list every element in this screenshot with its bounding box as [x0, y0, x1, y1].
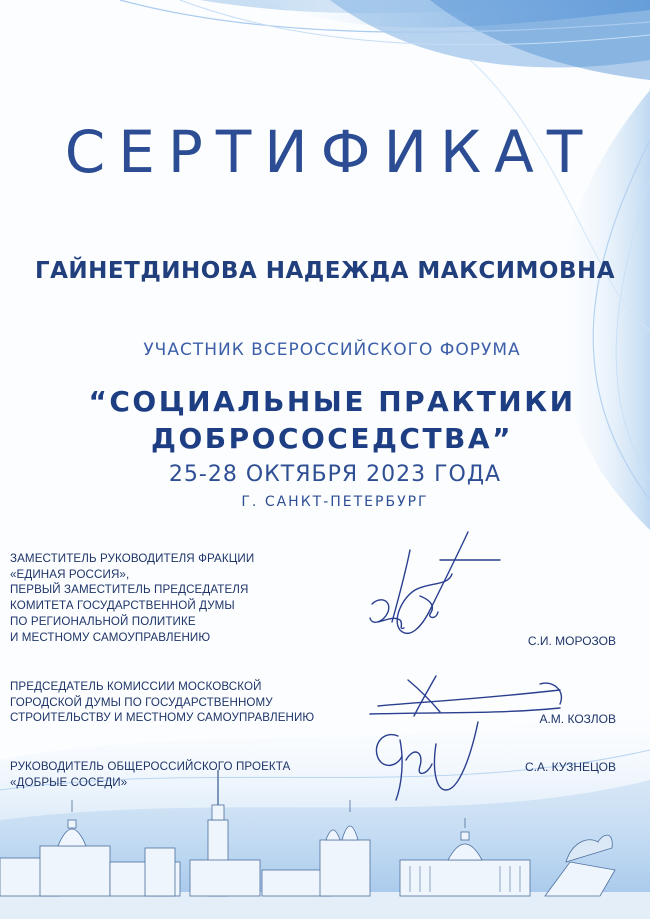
signature-morozov — [370, 532, 500, 633]
event-dates: 25-28 ОКТЯБРЯ 2023 ГОДА — [168, 462, 502, 487]
signatory-3-line: «ДОБРЫЕ СОСЕДИ» — [10, 775, 128, 789]
event-city: Г. САНКТ-ПЕТЕРБУРГ — [241, 494, 429, 510]
signatory-1-line: ПО РЕГИОНАЛЬНОЙ ПОЛИТИКЕ — [10, 614, 196, 628]
signatory-2-line: СТРОИТЕЛЬСТВУ И МЕСТНОМУ САМОУПРАВЛЕНИЮ — [10, 711, 315, 725]
recipient-name: ГАЙНЕТДИНОВА НАДЕЖДА МАКСИМОВНА — [34, 258, 616, 284]
signatory-2-line: ПРЕДСЕДАТЕЛЬ КОМИССИИ МОСКОВСКОЙ — [10, 680, 262, 693]
participant-role: УЧАСТНИК ВСЕРОССИЙСКОГО ФОРУМА — [143, 340, 521, 360]
signatory-1-line: ЗАМЕСТИТЕЛЬ РУКОВОДИТЕЛЯ ФРАКЦИИ — [10, 552, 255, 565]
signatory-1-line: КОМИТЕТА ГОСУДАРСТВЕННОЙ ДУМЫ — [10, 599, 235, 613]
signatory-1-line: И МЕСТНОМУ САМОУПРАВЛЕНИЮ — [10, 630, 211, 644]
signature-kozlov — [370, 676, 561, 716]
forum-title-line-2: ДОБРОСОСЕДСТВА” — [151, 422, 513, 455]
certificate-title: СЕРТИФИКАТ — [64, 118, 596, 186]
signature-kuznetsov — [376, 722, 478, 800]
signatory-2-name: А.М. КОЗЛОВ — [539, 712, 616, 726]
signatory-1-line: «ЕДИНАЯ РОССИЯ», — [10, 567, 130, 581]
signatory-3-name: С.А. КУЗНЕЦОВ — [524, 760, 616, 774]
signatory-2-line: ГОРОДСКОЙ ДУМЫ ПО ГОСУДАРСТВЕННОМУ — [10, 695, 273, 709]
signatory-1-name: С.И. МОРОЗОВ — [527, 634, 616, 648]
signatory-3-line: РУКОВОДИТЕЛЬ ОБЩЕРОССИЙСКОГО ПРОЕКТА — [10, 760, 291, 773]
forum-title-line-1: “СОЦИАЛЬНЫЕ ПРАКТИКИ — [88, 385, 576, 418]
signatory-1-line: ПЕРВЫЙ ЗАМЕСТИТЕЛЬ ПРЕДСЕДАТЕЛЯ — [10, 583, 249, 597]
